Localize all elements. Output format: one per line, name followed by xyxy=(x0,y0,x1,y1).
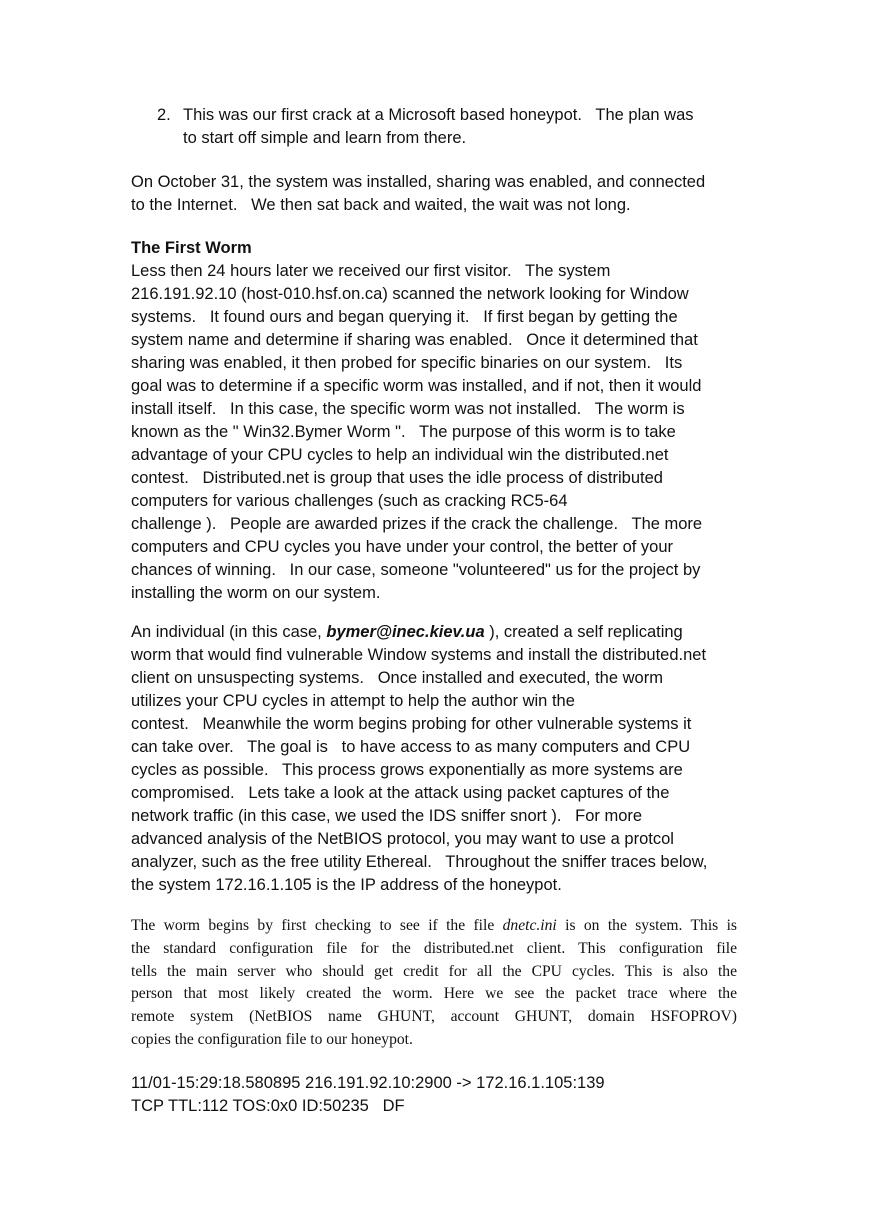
text-line: network traffic (in this case, we used the IDS sniffer snort ). For more xyxy=(131,807,643,825)
text-line: copies the configuration file to our honeypot. xyxy=(131,1030,413,1048)
text-line: utilizes your CPU cycles in attempt to help the author win the xyxy=(131,692,575,710)
text-line: contest. Meanwhile the worm begins probing for other vulnerable systems it xyxy=(131,715,692,733)
list-item-line: to start off simple and learn from there. xyxy=(183,129,467,147)
text-line: contest. Distributed.net is group that uses the idle process of distributed xyxy=(131,469,663,487)
text-fragment: The worm begins by first checking to see if the file xyxy=(131,917,503,934)
paragraph-installation xyxy=(131,171,743,217)
text-line: the system 172.16.1.105 is the IP address of the honeypot. xyxy=(131,876,562,894)
text-line: goal was to determine if a specific worm was installed, and if not, then it would xyxy=(131,377,702,395)
text-line: 216.191.92.10 (host-010.hsf.on.ca) scanned the network looking for Window xyxy=(131,285,689,303)
text-line: cycles as possible. This process grows exponentially as more systems are xyxy=(131,761,683,779)
text-line: client on unsuspecting systems. Once installed and executed, the worm xyxy=(131,669,663,687)
text-fragment: ), created a self replicating xyxy=(484,623,683,641)
text-line: advanced analysis of the NetBIOS protocol, you may want to use a protcol xyxy=(131,830,674,848)
packet-line: TCP TTL:112 TOS:0x0 ID:50235 DF xyxy=(131,1097,405,1115)
text-line: can take over. The goal is to have access to as many computers and CPU xyxy=(131,738,691,756)
text-fragment: is on the system. This is xyxy=(556,917,737,934)
section-heading: The First Worm xyxy=(131,239,252,257)
email-address: bymer@inec.kiev.ua xyxy=(326,623,485,641)
text-line: worm that would find vulnerable Window systems and install the distributed.net xyxy=(131,646,707,664)
text-line: installing the worm on our system. xyxy=(131,584,381,602)
packet-line: 11/01-15:29:18.580895 216.191.92.10:2900 -> 172.16.1.105:139 xyxy=(131,1074,605,1092)
text-line: sharing was enabled, it then probed for specific binaries on our system. Its xyxy=(131,354,683,372)
text-line: to the Internet. We then sat back and waited, the wait was not long. xyxy=(131,196,631,214)
text-line: tells the main server who should get credit for all the CPU cycles. This is also the xyxy=(131,962,737,980)
text-line: computers for various challenges (such as cracking RC5-64 xyxy=(131,492,568,510)
text-line: challenge ). People are awarded prizes if the crack the challenge. The more xyxy=(131,515,703,533)
text-line: install itself. In this case, the specific worm was not installed. The worm is xyxy=(131,400,685,418)
paragraph-individual xyxy=(131,621,743,897)
text-line: advantage of your CPU cycles to help an individual win the distributed.net xyxy=(131,446,669,464)
list-item-text xyxy=(183,104,694,150)
text-line: systems. It found ours and began querying it. If first began by getting the xyxy=(131,308,678,326)
paragraph-dnetc xyxy=(131,915,737,1052)
list-item-line: This was our first crack at a Microsoft based honeypot. The plan was xyxy=(183,106,694,124)
text-fragment: An individual (in this case, xyxy=(131,623,327,641)
paragraph-first-worm xyxy=(131,260,743,605)
text-line: computers and CPU cycles you have under your control, the better of your xyxy=(131,538,674,556)
text-line: person that most likely created the worm. Here we see the packet trace where the xyxy=(131,985,737,1003)
packet-trace xyxy=(131,1072,743,1118)
text-line: compromised. Lets take a look at the attack using packet captures of the xyxy=(131,784,670,802)
text-line: analyzer, such as the free utility Ethereal. Throughout the sniffer traces below, xyxy=(131,853,708,871)
list-item-number: 2. xyxy=(157,106,171,124)
text-line: remote system (NetBIOS name GHUNT, account GHUNT, domain HSFOPROV) xyxy=(131,1008,737,1026)
text-line xyxy=(131,621,743,644)
text-line: system name and determine if sharing was enabled. Once it determined that xyxy=(131,331,698,349)
text-line: the standard configuration file for the distributed.net client. This configuration file xyxy=(131,939,737,957)
text-line: Less then 24 hours later we received our first visitor. The system xyxy=(131,262,611,280)
text-line: chances of winning. In our case, someone "volunteered" us for the project by xyxy=(131,561,701,579)
text-line xyxy=(131,915,737,938)
text-line: known as the " Win32.Bymer Worm ". The purpose of this worm is to take xyxy=(131,423,676,441)
text-line: On October 31, the system was installed, sharing was enabled, and connected xyxy=(131,173,706,191)
filename: dnetc.ini xyxy=(502,917,557,934)
